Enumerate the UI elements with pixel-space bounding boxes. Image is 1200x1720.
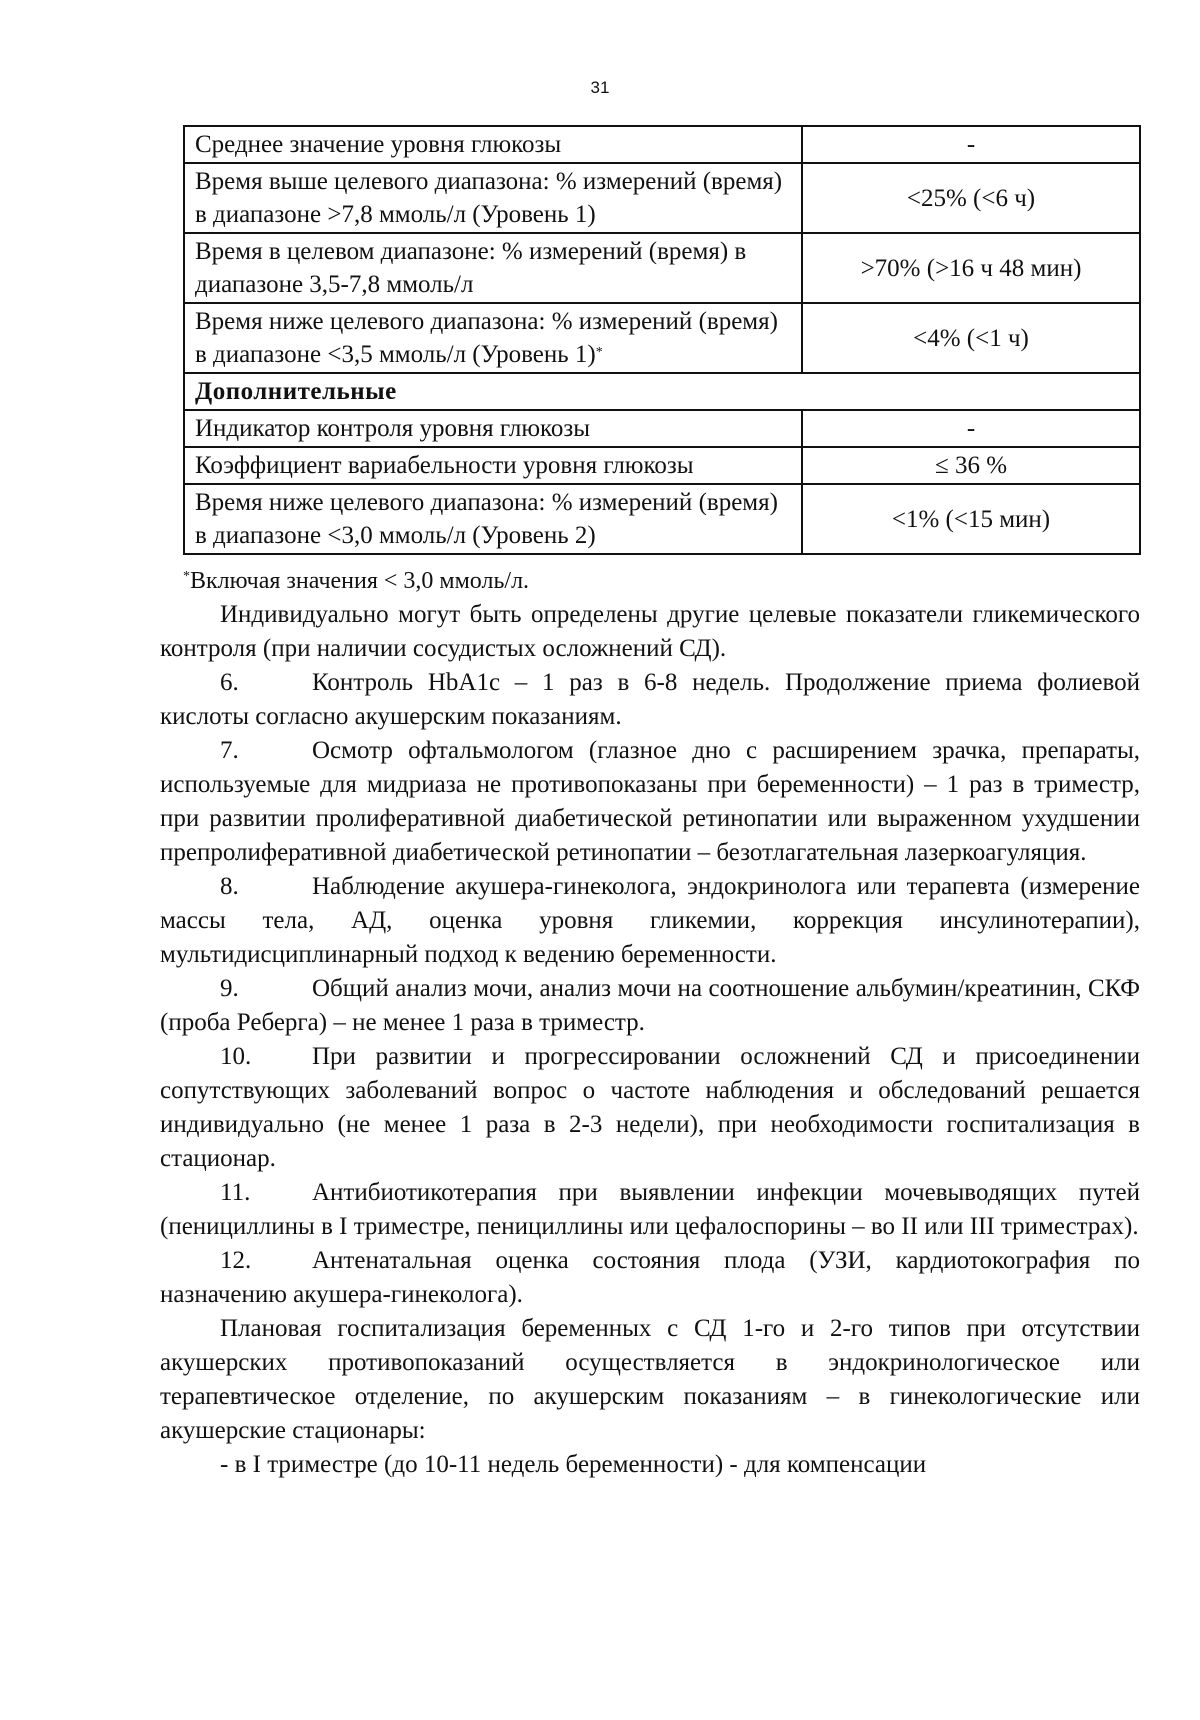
row-label <box>184 303 802 373</box>
paragraph <box>160 1312 1140 1448</box>
row-label: Коэффициент вариабельности уровня глюкозы <box>184 447 802 484</box>
row-label: Индикатор контроля уровня глюкозы <box>184 410 802 447</box>
table-section-row <box>184 373 1140 410</box>
row-value: <4% (<1 ч) <box>802 303 1140 373</box>
list-item <box>160 1040 1140 1176</box>
paragraph <box>160 1448 1140 1482</box>
table-row <box>184 163 1140 233</box>
item-text: Антибиотикотерапия при выявлении инфекции мочевыводящих путей (пенициллины в I триместре, пенициллины или цефалоспорины – во II или III триместрах). <box>160 1179 1140 1240</box>
item-number: 12. <box>220 1247 252 1274</box>
item-text: Наблюдение акушера-гинеколога, эндокринолога или терапевта (измерение массы тела, АД, оценка уровня гликемии, коррекция инсулинотерапии), мультидисциплинарный подход к ведению беременности. <box>160 873 1140 968</box>
table-row <box>184 484 1140 554</box>
row-label: Время ниже целевого диапазона: % измерений (время) в диапазоне <3,0 ммоль/л (Уровень 2) <box>184 484 802 554</box>
table-row <box>184 447 1140 484</box>
row-value: >70% (>16 ч 48 мин) <box>802 233 1140 303</box>
table-row <box>184 410 1140 447</box>
list-item <box>160 666 1140 734</box>
item-number: 7. <box>220 737 239 764</box>
list-item <box>160 870 1140 972</box>
paragraph-text: - в I триместре (до 10-11 недель беременности) - для компенсации <box>220 1451 927 1478</box>
row-label: Среднее значение уровня глюкозы <box>184 126 802 163</box>
item-number: 8. <box>220 873 239 900</box>
item-text: При развитии и прогрессировании осложнений СД и присоединении сопутствующих заболеваний вопрос о частоте наблюдения и обследований решается индивидуально (не менее 1 раза в 2-3 недели), при необходимости госпитализация в стационар. <box>160 1043 1140 1172</box>
list-item <box>160 1176 1140 1244</box>
item-number: 9. <box>220 975 239 1002</box>
paragraph <box>160 598 1140 666</box>
row-value: <25% (<6 ч) <box>802 163 1140 233</box>
page-number: 31 <box>590 78 610 97</box>
table-row <box>184 233 1140 303</box>
list-item <box>160 1244 1140 1312</box>
item-text: Осмотр офтальмологом (глазное дно с расширением зрачка, препараты, используемые для мидриаза не противопоказаны при беременности) – 1 раз в триместр, при развитии пролиферативной диабетической ретинопатии или выраженном ухудшении препролиферативной диабетической ретинопатии – безотлагательная лазеркоагуляция. <box>160 737 1140 866</box>
row-value: - <box>802 410 1140 447</box>
footnote-text: Включая значения < 3,0 ммоль/л. <box>190 568 530 594</box>
paragraph-text: Плановая госпитализация беременных с СД 1-го и 2-го типов при отсутствии акушерских противопоказаний осуществляется в эндокринологическое или терапевтическое отделение, по акушерским показаниям – в гинекологические или акушерские стационары: <box>160 1315 1140 1444</box>
item-text: Контроль HbA1c – 1 раз в 6-8 недель. Продолжение приема фолиевой кислоты согласно акушерским показаниям. <box>160 669 1140 730</box>
section-title: Дополнительные <box>184 373 1140 410</box>
list-item <box>160 734 1140 870</box>
row-value: ≤ 36 % <box>802 447 1140 484</box>
footnote-mark: * <box>595 345 603 360</box>
row-label: Время в целевом диапазоне: % измерений (время) в диапазоне 3,5-7,8 ммоль/л <box>184 233 802 303</box>
item-text: Общий анализ мочи, анализ мочи на соотношение альбумин/креатинин, СКФ (проба Реберга) – не менее 1 раза в триместр. <box>160 975 1140 1036</box>
item-number: 10. <box>220 1043 252 1070</box>
row-value: - <box>802 126 1140 163</box>
footnote-mark: * <box>183 569 190 584</box>
item-number: 6. <box>220 669 239 696</box>
table-row <box>184 303 1140 373</box>
list-item <box>160 972 1140 1040</box>
glucose-targets-table <box>183 125 1141 555</box>
row-value: <1% (<15 мин) <box>802 484 1140 554</box>
body-text <box>160 598 1140 1482</box>
item-number: 11. <box>220 1179 251 1206</box>
table-footnote <box>183 566 529 596</box>
paragraph-text: Индивидуально могут быть определены другие целевые показатели гликемического контроля (при наличии сосудистых осложнений СД). <box>160 601 1140 662</box>
table-row <box>184 126 1140 163</box>
row-label-text: Время ниже целевого диапазона: % измерений (время) в диапазоне <3,5 ммоль/л (Уровень 1) <box>195 308 778 368</box>
row-label: Время выше целевого диапазона: % измерений (время) в диапазоне >7,8 ммоль/л (Уровень 1) <box>184 163 802 233</box>
item-text: Антенатальная оценка состояния плода (УЗИ, кардиотокография по назначению акушера-гинеколога). <box>160 1247 1140 1308</box>
